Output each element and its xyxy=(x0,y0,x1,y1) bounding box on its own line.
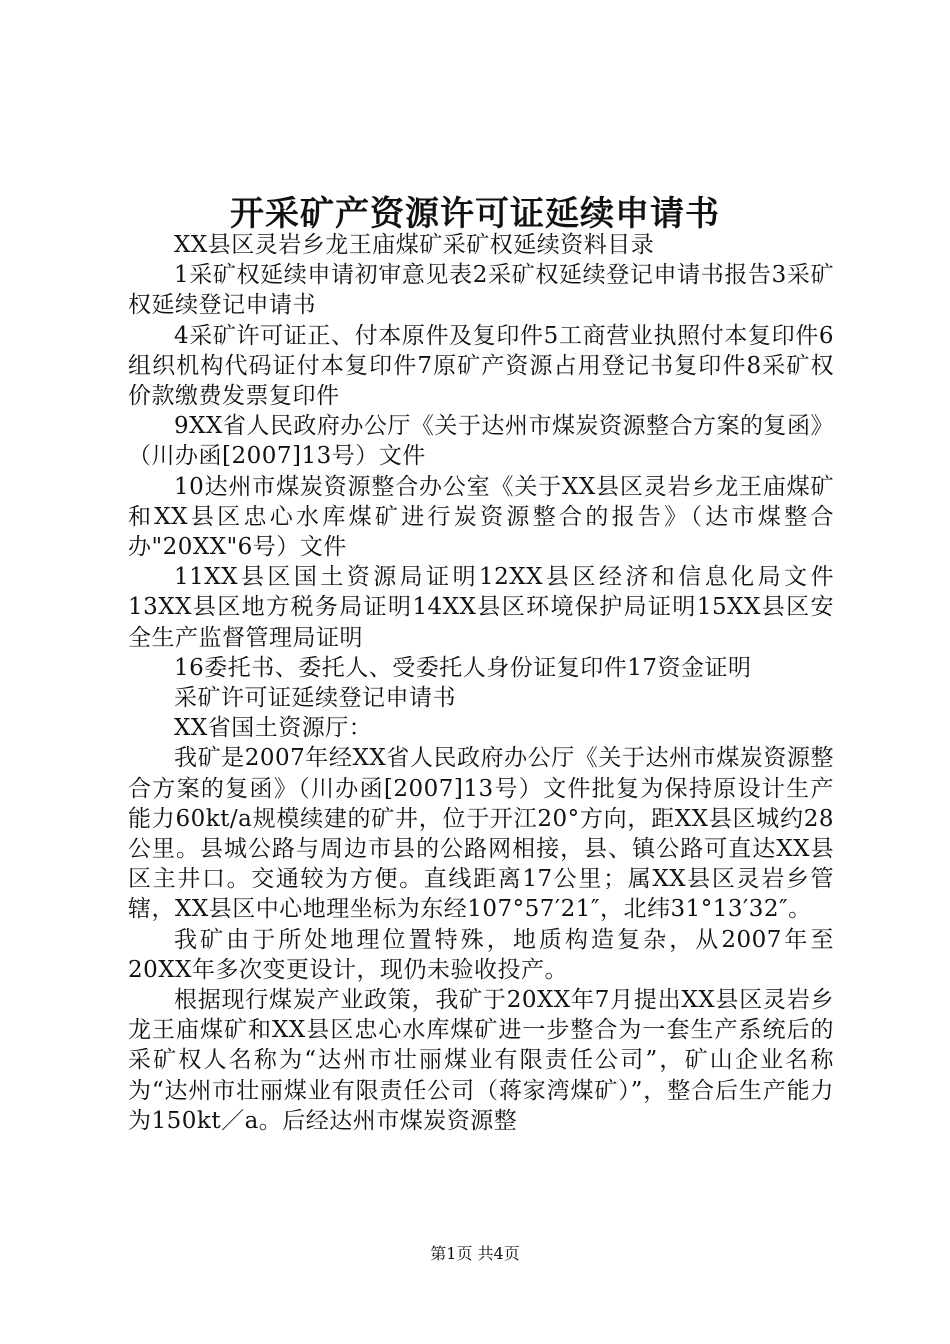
paragraph-catalog-items-16-17: 16委托书、委托人、受委托人身份证复印件17资金证明 xyxy=(174,654,752,681)
paragraph-catalog-item-10: 10达州市煤炭资源整合办公室《关于XX县区灵岩乡龙王庙煤矿和XX县区忠心水库煤矿进行炭资源整合的报告》（达市煤整合办"20XX"6号）文件 xyxy=(128,473,834,561)
paragraph-mine-overview: 我矿是2007年经XX省人民政府办公厅《关于达州市煤炭资源整合方案的复函》（川办函[2007]13号）文件批复为保持原设计生产能力60kt/a规模续建的矿井，位于开江20°方向，距XX县区城约28公里。县城公路与周边市县的公路网相接，县、镇公路可直达XX县区主井口。交通较为方便。直线距离17公里；属XX县区灵岩乡管辖，XX县区中心地理坐标为东经107°57′21″，北纬31°13′32″。 xyxy=(128,745,834,923)
document-body xyxy=(128,230,834,1136)
paragraph-catalog-items-4-8: 4采矿许可证正、付本原件及复印件5工商营业执照付本复印件6组织机构代码证付本复印件7原矿产资源占用登记书复印件8采矿权价款缴费发票复印件 xyxy=(128,322,834,410)
page-footer: 第1页 共4页 xyxy=(430,1244,520,1263)
paragraph-application-heading: 采矿许可证延续登记申请书 xyxy=(174,685,456,712)
paragraph-catalog-heading: XX县区灵岩乡龙王庙煤矿采矿权延续资料目录 xyxy=(174,232,655,258)
paragraph-catalog-items-1-3: 1采矿权延续申请初审意见表2采矿权延续登记申请书报告3采矿权延续登记申请书 xyxy=(128,262,834,319)
paragraph-addressee: XX省国土资源厅： xyxy=(174,715,373,742)
paragraph-catalog-items-11-15: 11XX县区国土资源局证明12XX县区经济和信息化局文件13XX县区地方税务局证明14XX县区环境保护局证明15XX县区安全生产监督管理局证明 xyxy=(128,564,834,651)
paragraph-catalog-item-9: 9XX省人民政府办公厅《关于达州市煤炭资源整合方案的复函》（川办函[2007]13号）文件 xyxy=(128,413,834,470)
paragraph-geology-status: 我矿由于所处地理位置特殊，地质构造复杂，从2007年至20XX年多次变更设计，现仍未验收投产。 xyxy=(128,926,834,983)
paragraph-integration-policy: 根据现行煤炭产业政策，我矿于20XX年7月提出XX县区灵岩乡龙王庙煤矿和XX县区忠心水库煤矿进一步整合为一套生产系统后的采矿权人名称为“达州市壮丽煤业有限责任公司”，矿山企业名称为“达州市壮丽煤业有限责任公司（蒋家湾煤矿）”，整合后生产能力为150kt／a。后经达州市煤炭资源整 xyxy=(128,987,834,1134)
document-title: 开采矿产资源许可证延续申请书 xyxy=(230,194,720,234)
